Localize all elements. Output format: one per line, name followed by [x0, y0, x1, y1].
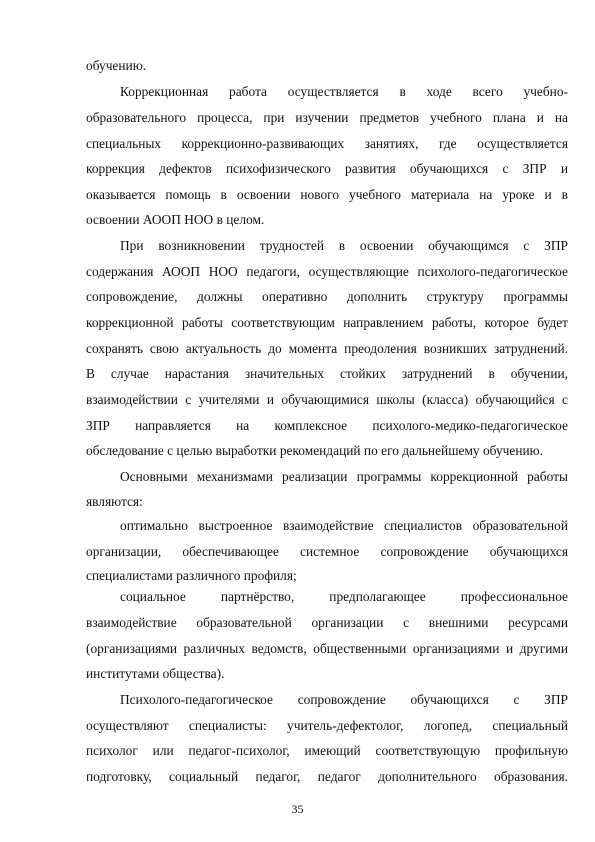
text-line: образовательного процесса, при изучении предметов учебного плана и на — [86, 110, 568, 125]
page-number: 35 — [291, 802, 304, 816]
text-line: организации, обеспечивающее системное сопровождение обучающихся — [86, 544, 568, 559]
text-line: институтами общества). — [86, 666, 225, 681]
text-line: содержания АООП НОО педагоги, осуществляющие психолого-педагогическое — [86, 264, 568, 279]
text-line: коррекция дефектов психофизического развития обучающихся с ЗПР и — [86, 161, 568, 176]
text-line: сохранять свою актуальность до момента преодоления возникших затруднений. — [86, 341, 568, 356]
text-line: Психолого-педагогическое сопровождение обучающихся с ЗПР — [120, 692, 568, 707]
text-line: (организациями различных ведомств, общественными организациями и другими — [86, 641, 568, 656]
text-line: взаимодействии с учителями и обучающимися школы (класса) обучающийся с — [86, 392, 568, 407]
text-line: оказывается помощь в освоении нового учебного материала на уроке и в — [86, 187, 568, 202]
text-line: осуществляют специалисты: учитель-дефектолог, логопед, специальный — [86, 718, 568, 733]
text-line: В случае нарастания значительных стойких затруднений в обучении, — [86, 366, 568, 381]
text-line: обследование с целью выработки рекомендаций по его дальнейшему обучению. — [86, 443, 544, 458]
text-line: освоении АООП НОО в целом. — [86, 212, 265, 227]
text-line: обучению. — [86, 58, 147, 73]
text-line: психолог или педагог-психолог, имеющий соответствующую профильную — [86, 743, 568, 758]
text-line: взаимодействие образовательной организации с внешними ресурсами — [86, 615, 568, 630]
text-line: специальных коррекционно-развивающих занятиях, где осуществляется — [86, 136, 568, 151]
text-line: сопровождение, должны оперативно дополнить структуру программы — [86, 289, 568, 304]
text-line: Коррекционная работа осуществляется в ходе всего учебно- — [120, 84, 568, 99]
text-line: являются: — [86, 494, 143, 509]
text-line: социальное партнёрство, предполагающее профессиональное — [120, 589, 568, 604]
text-line: ЗПР направляется на комплексное психолого-медико-педагогическое — [86, 418, 568, 433]
text-line: оптимально выстроенное взаимодействие специалистов образовательной — [120, 518, 568, 533]
text-line: При возникновении трудностей в освоении обучающимся с ЗПР — [120, 238, 568, 253]
text-line: Основными механизмами реализации программы коррекционной работы — [120, 469, 568, 484]
text-line: коррекционной работы соответствующим направлением работы, которое будет — [86, 315, 568, 330]
text-line: специалистами различного профиля; — [86, 568, 297, 583]
text-line: подготовку, социальный педагог, педагог дополнительного образования. — [86, 769, 568, 784]
